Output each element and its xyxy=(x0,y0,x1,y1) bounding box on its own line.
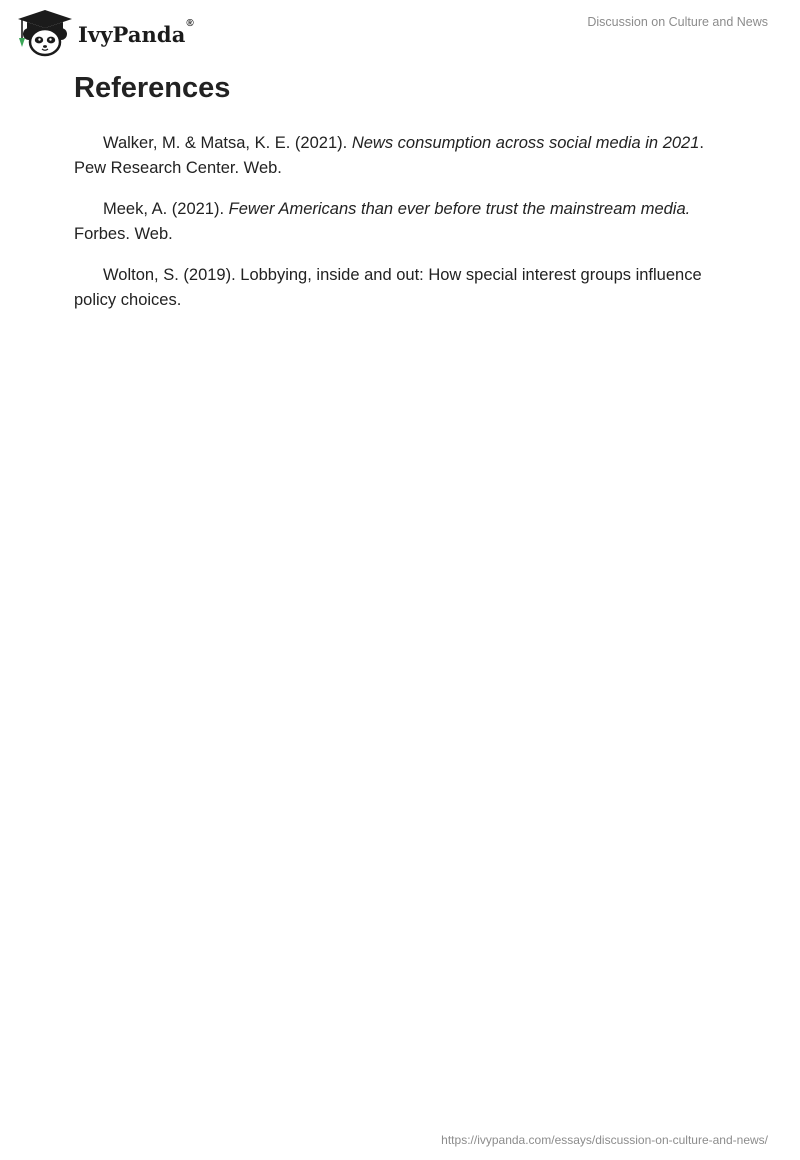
document-title: Discussion on Culture and News xyxy=(587,15,768,29)
references-list xyxy=(74,131,734,329)
brand-name xyxy=(78,17,194,47)
reference-item xyxy=(74,197,734,247)
reference-text: Walker, M. & Matsa, K. E. (2021). xyxy=(103,134,352,152)
reference-text: Wolton, S. (2019). Lobbying, inside and out: How special interest groups influence policy choices. xyxy=(74,266,702,309)
brand-name-text: IvyPanda xyxy=(78,21,186,47)
panda-graduation-cap-icon xyxy=(14,8,76,58)
reference-item xyxy=(74,131,734,181)
ivypanda-logo[interactable] xyxy=(14,8,194,58)
reference-title: Fewer Americans than ever before trust the mainstream media. xyxy=(228,200,691,218)
page-title: References xyxy=(74,72,231,104)
reference-source: Forbes. Web. xyxy=(74,225,173,243)
reference-title: News consumption across social media in 2021 xyxy=(351,134,700,152)
reference-text: Meek, A. (2021). xyxy=(103,200,229,218)
registered-mark: ® xyxy=(186,17,194,29)
footer-url-link[interactable]: https://ivypanda.com/essays/discussion-on-culture-and-news/ xyxy=(441,1133,768,1147)
reference-item xyxy=(74,263,734,313)
reference-source: . Pew Research Center. Web. xyxy=(74,134,704,177)
